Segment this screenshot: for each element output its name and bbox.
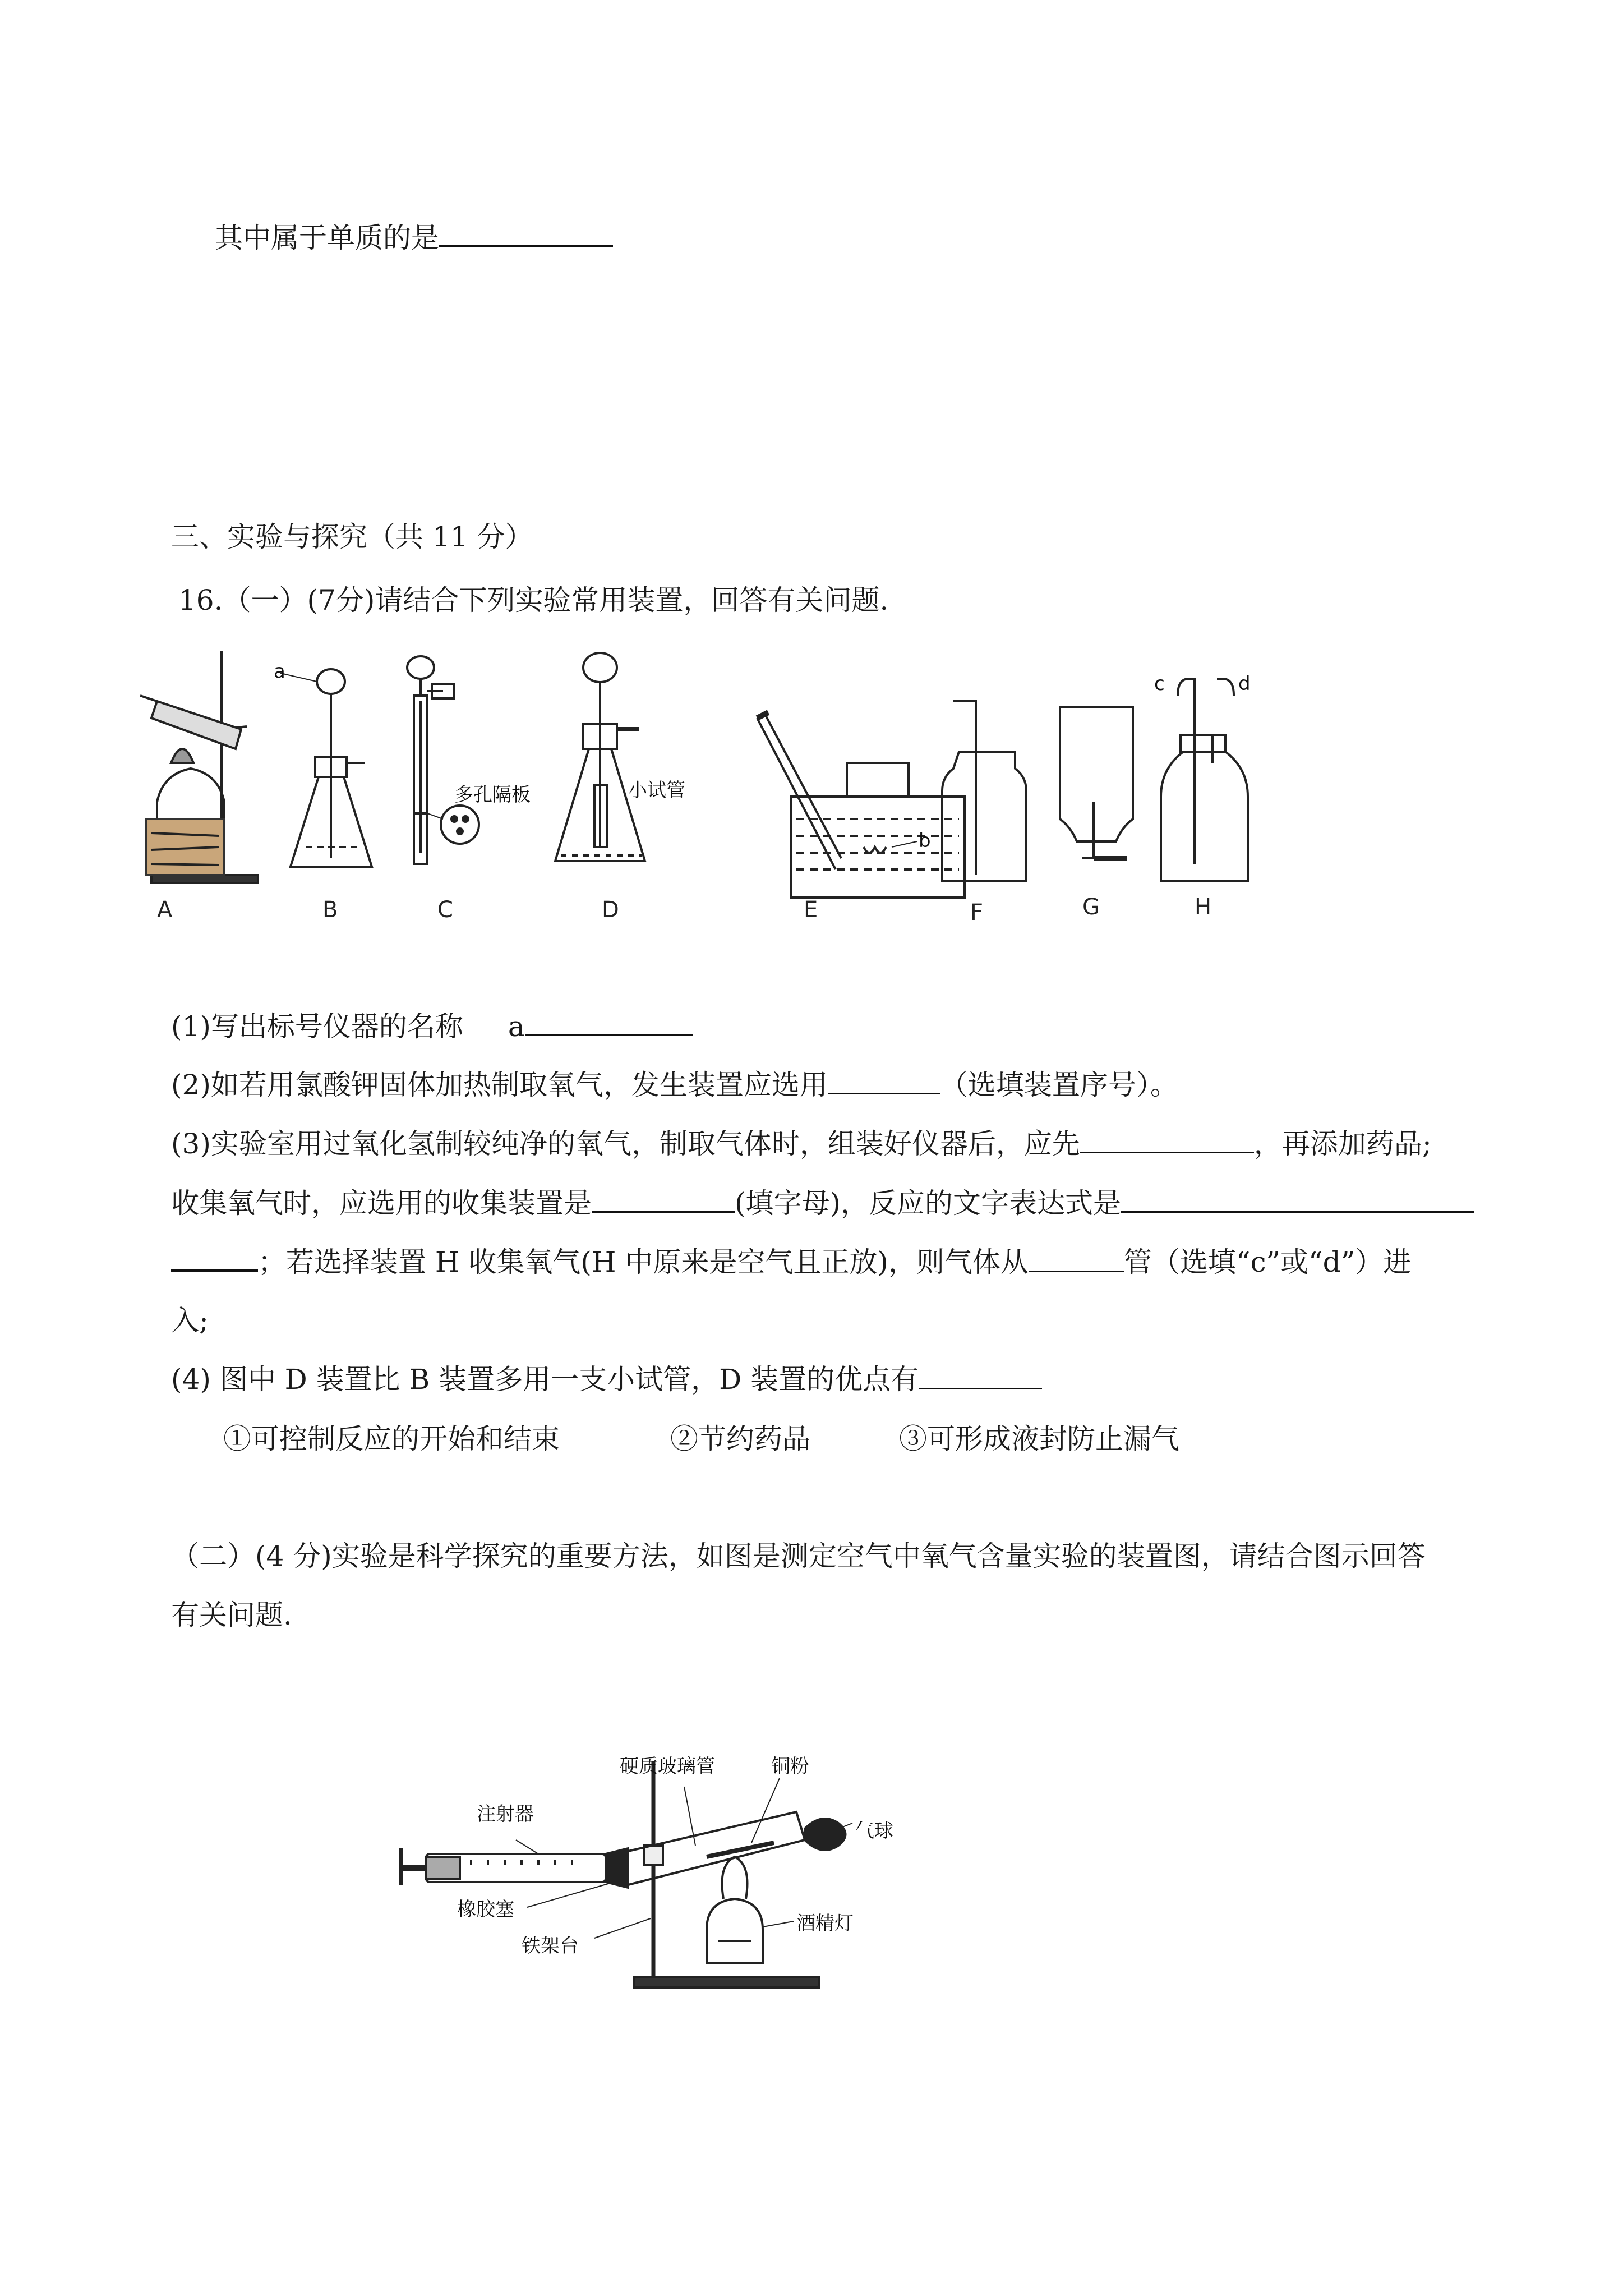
- label-a: a: [274, 660, 285, 683]
- q16-2-pre: (2)如若用氯酸钾固体加热制取氧气，发生装置应选用: [171, 1069, 828, 1101]
- q16-3-line2-pre: 收集氧气时，应选用的收集装置是: [171, 1187, 592, 1220]
- label-b: b: [919, 830, 931, 852]
- apparatus-h: [1161, 679, 1248, 881]
- q15-tail: [215, 220, 613, 255]
- q16-4-option-1: ①可控制反应的开始和结束: [223, 1423, 560, 1455]
- answer-blank-q15[interactable]: [439, 220, 613, 247]
- label-d: d: [1238, 673, 1251, 695]
- apparatus-b: [280, 669, 372, 867]
- label-glass-tube: 硬质玻璃管: [620, 1755, 715, 1778]
- answer-blank-q16-1[interactable]: [525, 1009, 693, 1036]
- caption-c: C: [437, 897, 453, 923]
- q16-intro: 16.（一）(7分)请结合下列实验常用装置，回答有关问题.: [178, 584, 889, 616]
- apparatus-e: [757, 712, 965, 898]
- q15-tail-text: 其中属于单质的是: [215, 222, 439, 254]
- q16-3-line3: [171, 1245, 1411, 1279]
- q16-4: [171, 1363, 1042, 1396]
- q16-3-line1-post: ，再添加药品;: [1253, 1128, 1432, 1160]
- apparatus-a: [140, 651, 258, 883]
- label-copper-powder: 铜粉: [771, 1755, 809, 1778]
- q16-3-line4: 入;: [171, 1304, 209, 1337]
- caption-e: E: [804, 897, 818, 923]
- answer-blank-q16-4[interactable]: [919, 1363, 1042, 1389]
- q16-1: [171, 1009, 693, 1043]
- oxygen-apparatus-figure: [393, 1745, 953, 1997]
- q16-2: [171, 1068, 1178, 1102]
- answer-blank-q16-3b[interactable]: [592, 1186, 735, 1213]
- q16-3-line1-pre: (3)实验室用过氧化氢制较纯净的氧气，制取气体时，组装好仪器后，应先: [171, 1128, 1080, 1160]
- label-porous-plate: 多孔隔板: [454, 784, 531, 806]
- label-balloon: 气球: [855, 1820, 893, 1842]
- caption-b: B: [322, 897, 338, 923]
- q16-2-post: （选填装置序号）。: [939, 1069, 1178, 1101]
- label-iron-stand: 铁架台: [522, 1935, 579, 1957]
- q16-1-text: (1)写出标号仪器的名称: [171, 1010, 463, 1043]
- label-c: c: [1154, 673, 1165, 695]
- answer-blank-q16-3c-cont[interactable]: [171, 1245, 258, 1272]
- caption-a: A: [157, 897, 173, 923]
- q16-part2-line1: （二）(4 分)实验是科学探究的重要方法，如图是测定空气中氧气含量实验的装置图，请结合图示回答: [171, 1540, 1426, 1572]
- caption-f: F: [970, 900, 984, 926]
- label-small-tube: 小试管: [628, 779, 685, 802]
- q16-3-line1: [171, 1127, 1432, 1161]
- answer-blank-q16-3a[interactable]: [1080, 1128, 1254, 1153]
- label-syringe: 注射器: [477, 1803, 534, 1825]
- answer-blank-q16-3d[interactable]: [1029, 1246, 1124, 1272]
- section-heading: 三、实验与探究（共 11 分）: [171, 521, 533, 553]
- q16-part2-line2: 有关问题.: [171, 1599, 292, 1631]
- apparatus-d: [555, 653, 645, 861]
- caption-g: G: [1082, 894, 1100, 920]
- label-alcohol-lamp: 酒精灯: [796, 1912, 854, 1935]
- q16-4-option-3: ③可形成液封防止漏气: [899, 1423, 1179, 1455]
- apparatus-g: [1060, 707, 1133, 858]
- apparatus-c: [407, 656, 479, 864]
- answer-blank-q16-2[interactable]: [828, 1069, 940, 1094]
- label-rubber-stopper: 橡胶塞: [457, 1898, 514, 1921]
- q16-4-text: (4) 图中 D 装置比 B 装置多用一支小试管，D 装置的优点有: [171, 1363, 919, 1396]
- apparatus-figure: [140, 634, 1262, 926]
- q16-4-option-2: ②节约药品: [670, 1423, 810, 1455]
- apparatus-f: [942, 701, 1026, 881]
- caption-h: H: [1195, 894, 1212, 920]
- q16-3-line2-mid: (填字母)，反应的文字表达式是: [735, 1187, 1122, 1220]
- q16-1-a: a: [508, 1010, 525, 1043]
- q16-3-line3-tail: 管（选填“c”或“d”）进: [1123, 1246, 1412, 1278]
- caption-d: D: [602, 897, 619, 923]
- answer-blank-q16-3c[interactable]: [1121, 1186, 1474, 1213]
- q16-3-line2: [171, 1186, 1474, 1220]
- q16-3-line3-post: ；若选择装置 H 收集氧气(H 中原来是空气且正放)，则气体从: [258, 1246, 1029, 1278]
